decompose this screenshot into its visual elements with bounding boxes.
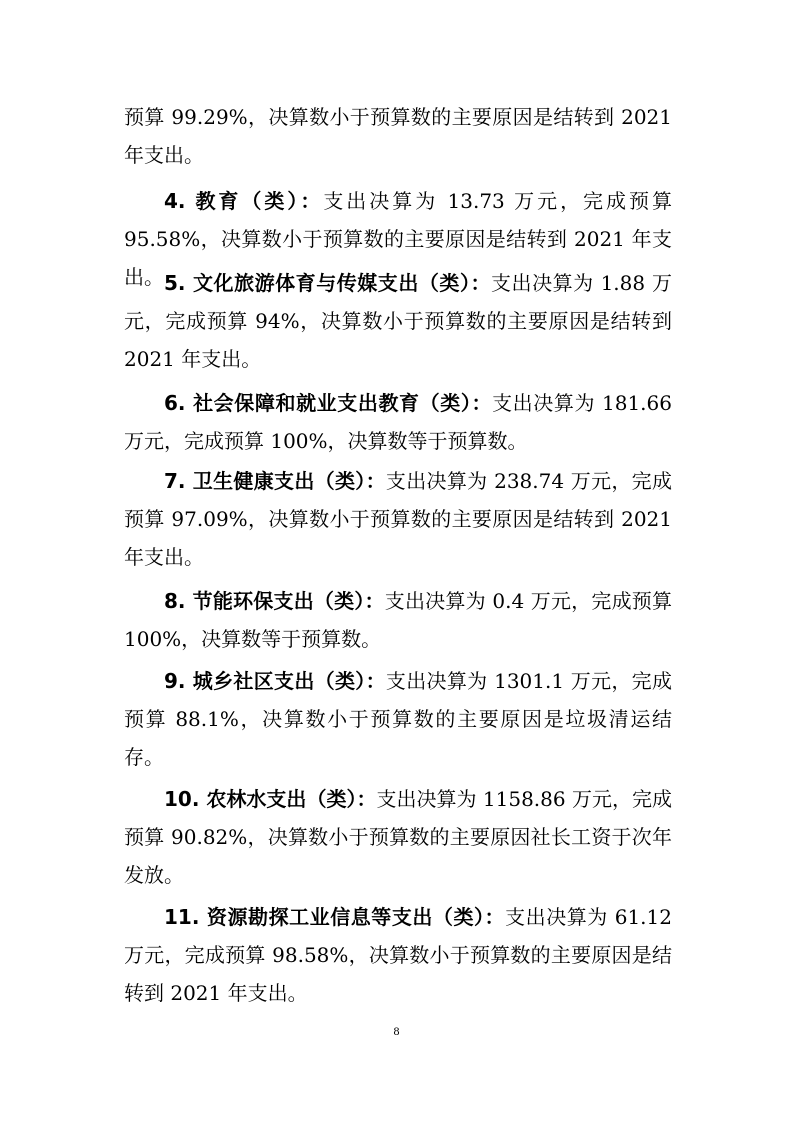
paragraph-culture xyxy=(124,264,672,378)
paragraph-education-text: 支出决算为 13.73 万元，完成预算 95.58%，决算数小于预算数的主要原因是结转到 2021 年支出。 xyxy=(124,189,672,289)
paragraph-1-text: 预算 99.29%，决算数小于预算数的主要原因是结转到 2021 年支出。 xyxy=(124,105,672,167)
paragraph-culture-heading: 5. 文化旅游体育与传媒支出（类）： xyxy=(164,271,492,295)
paragraph-environment-text: 支出决算为 0.4 万元，完成预算 100%，决算数等于预算数。 xyxy=(124,589,672,651)
paragraph-urban-rural xyxy=(124,662,672,776)
paragraph-health-heading: 7. 卫生健康支出（类）： xyxy=(164,469,386,493)
paragraph-resources xyxy=(124,898,672,1012)
paragraph-agriculture-text: 支出决算为 1158.86 万元，完成预算 90.82%，决算数小于预算数的主要原因社长工资于次年发放。 xyxy=(124,787,672,887)
paragraph-social-security-text: 支出决算为 181.66 万元，完成预算 100%，决算数等于预算数。 xyxy=(124,391,672,453)
paragraph-resources-heading: 11. 资源勘探工业信息等支出（类）： xyxy=(164,905,506,929)
paragraph-social-security-heading: 6. 社会保障和就业支出教育（类）： xyxy=(164,391,493,415)
paragraph-environment xyxy=(124,582,672,658)
paragraph-education-heading: 4. 教育（类）： xyxy=(164,189,324,213)
paragraph-health-text: 支出决算为 238.74 万元，完成预算 97.09%，决算数小于预算数的主要原因是结转到 2021 年支出。 xyxy=(124,469,672,569)
paragraph-environment-heading: 8. 节能环保支出（类）： xyxy=(164,589,385,613)
paragraph-urban-rural-text: 支出决算为 1301.1 万元，完成预算 88.1%，决算数小于预算数的主要原因是垃圾清运结存。 xyxy=(124,669,672,769)
paragraph-social-security xyxy=(124,384,672,460)
paragraph-culture-text: 支出决算为 1.88 万元，完成预算 94%，决算数小于预算数的主要原因是结转到 2021 年支出。 xyxy=(124,271,672,371)
paragraph-resources-text: 支出决算为 61.12 万元，完成预算 98.58%，决算数小于预算数的主要原因是结转到 2021 年支出。 xyxy=(124,905,672,1005)
paragraph-1 xyxy=(124,98,672,174)
paragraph-agriculture-heading: 10. 农林水支出（类）： xyxy=(164,787,377,811)
paragraph-agriculture xyxy=(124,780,672,894)
page-number: 8 xyxy=(393,1024,400,1038)
paragraph-urban-rural-heading: 9. 城乡社区支出（类）： xyxy=(164,669,386,693)
paragraph-health xyxy=(124,462,672,576)
